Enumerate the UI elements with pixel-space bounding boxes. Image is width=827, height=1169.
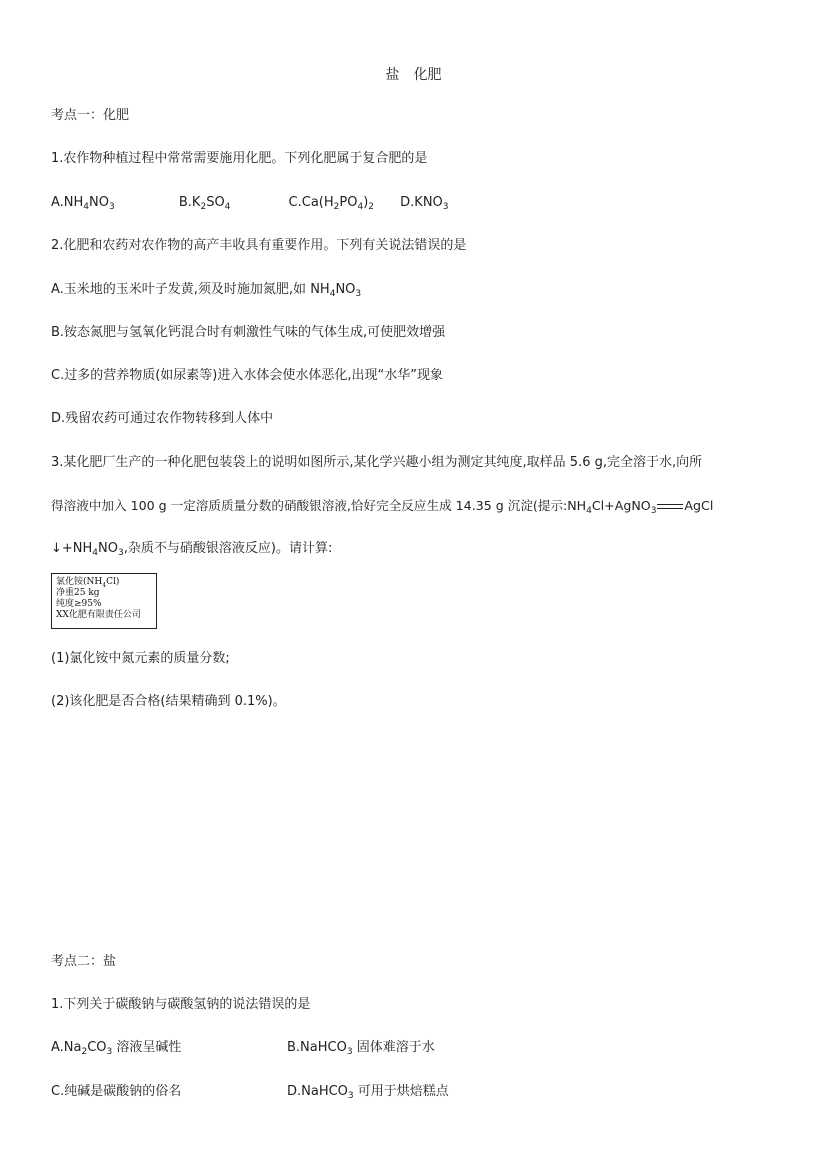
q2-option-d: D.残留农药可通过农作物转移到人体中 xyxy=(51,411,274,426)
q3-line2: 得溶液中加入 100 g 一定溶质质量分数的硝酸银溶液,恰好完全反应生成 14.35 g 沉淀(提示$:NH_4Cl+AgNO_3$ AgCl xyxy=(51,498,714,516)
q1-option-d: $D.KNO_3$ xyxy=(400,195,449,212)
s2-q1-option-d: D.NaHCO$_3$ 可用于烘焙糕点 xyxy=(287,1084,449,1101)
fertilizer-label-image xyxy=(51,573,157,629)
q1-option-a: $A.NH_4NO_3$ xyxy=(51,195,115,212)
q2-stem: 2.化肥和农药对农作物的高产丰收具有重要作用。下列有关说法错误的是 xyxy=(51,238,467,253)
s2-q1-option-a: $A.Na_2CO_3$ 溶液呈碱性 xyxy=(51,1040,182,1057)
label-line-1: 氯化铵$(NH_4Cl)$ xyxy=(56,577,120,589)
q2-option-c: C.过多的营养物质(如尿素等)进入水体会使水体恶化,出现“水华”现象 xyxy=(51,368,443,383)
s2-q1-option-b: B.NaHCO$_3$ 固体难溶于水 xyxy=(287,1040,435,1057)
page-title: 盐 化肥 xyxy=(385,67,442,83)
equals-sign-icon xyxy=(657,504,683,509)
q1-stem: 1.农作物种植过程中常常需要施用化肥。下列化肥属于复合肥的是 xyxy=(51,151,428,166)
label-line-3: 纯度≥95% xyxy=(56,599,102,609)
q1-option-b: $B.K_2SO_4$ xyxy=(178,195,231,212)
s2-q1-stem: 1.下列关于碳酸钠与碳酸氢钠的说法错误的是 xyxy=(51,997,311,1012)
section2-heading: 考点二：盐 xyxy=(51,954,117,969)
label-line-4: XX化肥有限责任公司 xyxy=(56,610,141,620)
q1-option-c: $C.Ca(H_2PO_4)_2$ xyxy=(288,195,375,212)
q1-options xyxy=(51,194,449,212)
section1-heading: 考点一：化肥 xyxy=(51,108,130,123)
q3-line1: 3.某化肥厂生产的一种化肥包装袋上的说明如图所示,某化学兴趣小组为测定其纯度,取样品 5.6 g,完全溶于水,向所 xyxy=(51,455,703,470)
q2-option-b: B.铵态氮肥与氢氧化钙混合时有刺激性气味的气体生成,可使肥效增强 xyxy=(51,325,446,340)
q3-sub1: (1)氯化铵中氮元素的质量分数; xyxy=(51,651,230,666)
q3-line3: $↓+NH_4NO_3$,杂质不与硝酸银溶液反应)。请计算: xyxy=(51,541,333,558)
q3-sub2: (2)该化肥是否合格(结果精确到 0.1%)。 xyxy=(51,694,286,709)
label-line-2: 净重25 kg xyxy=(56,588,100,598)
q2-option-a: A.玉米地的玉米叶子发黄,须及时施加氮肥,如 $NH_4NO_3$ xyxy=(51,282,362,299)
s2-q1-option-c: C.纯碱是碳酸钠的俗名 xyxy=(51,1084,182,1099)
